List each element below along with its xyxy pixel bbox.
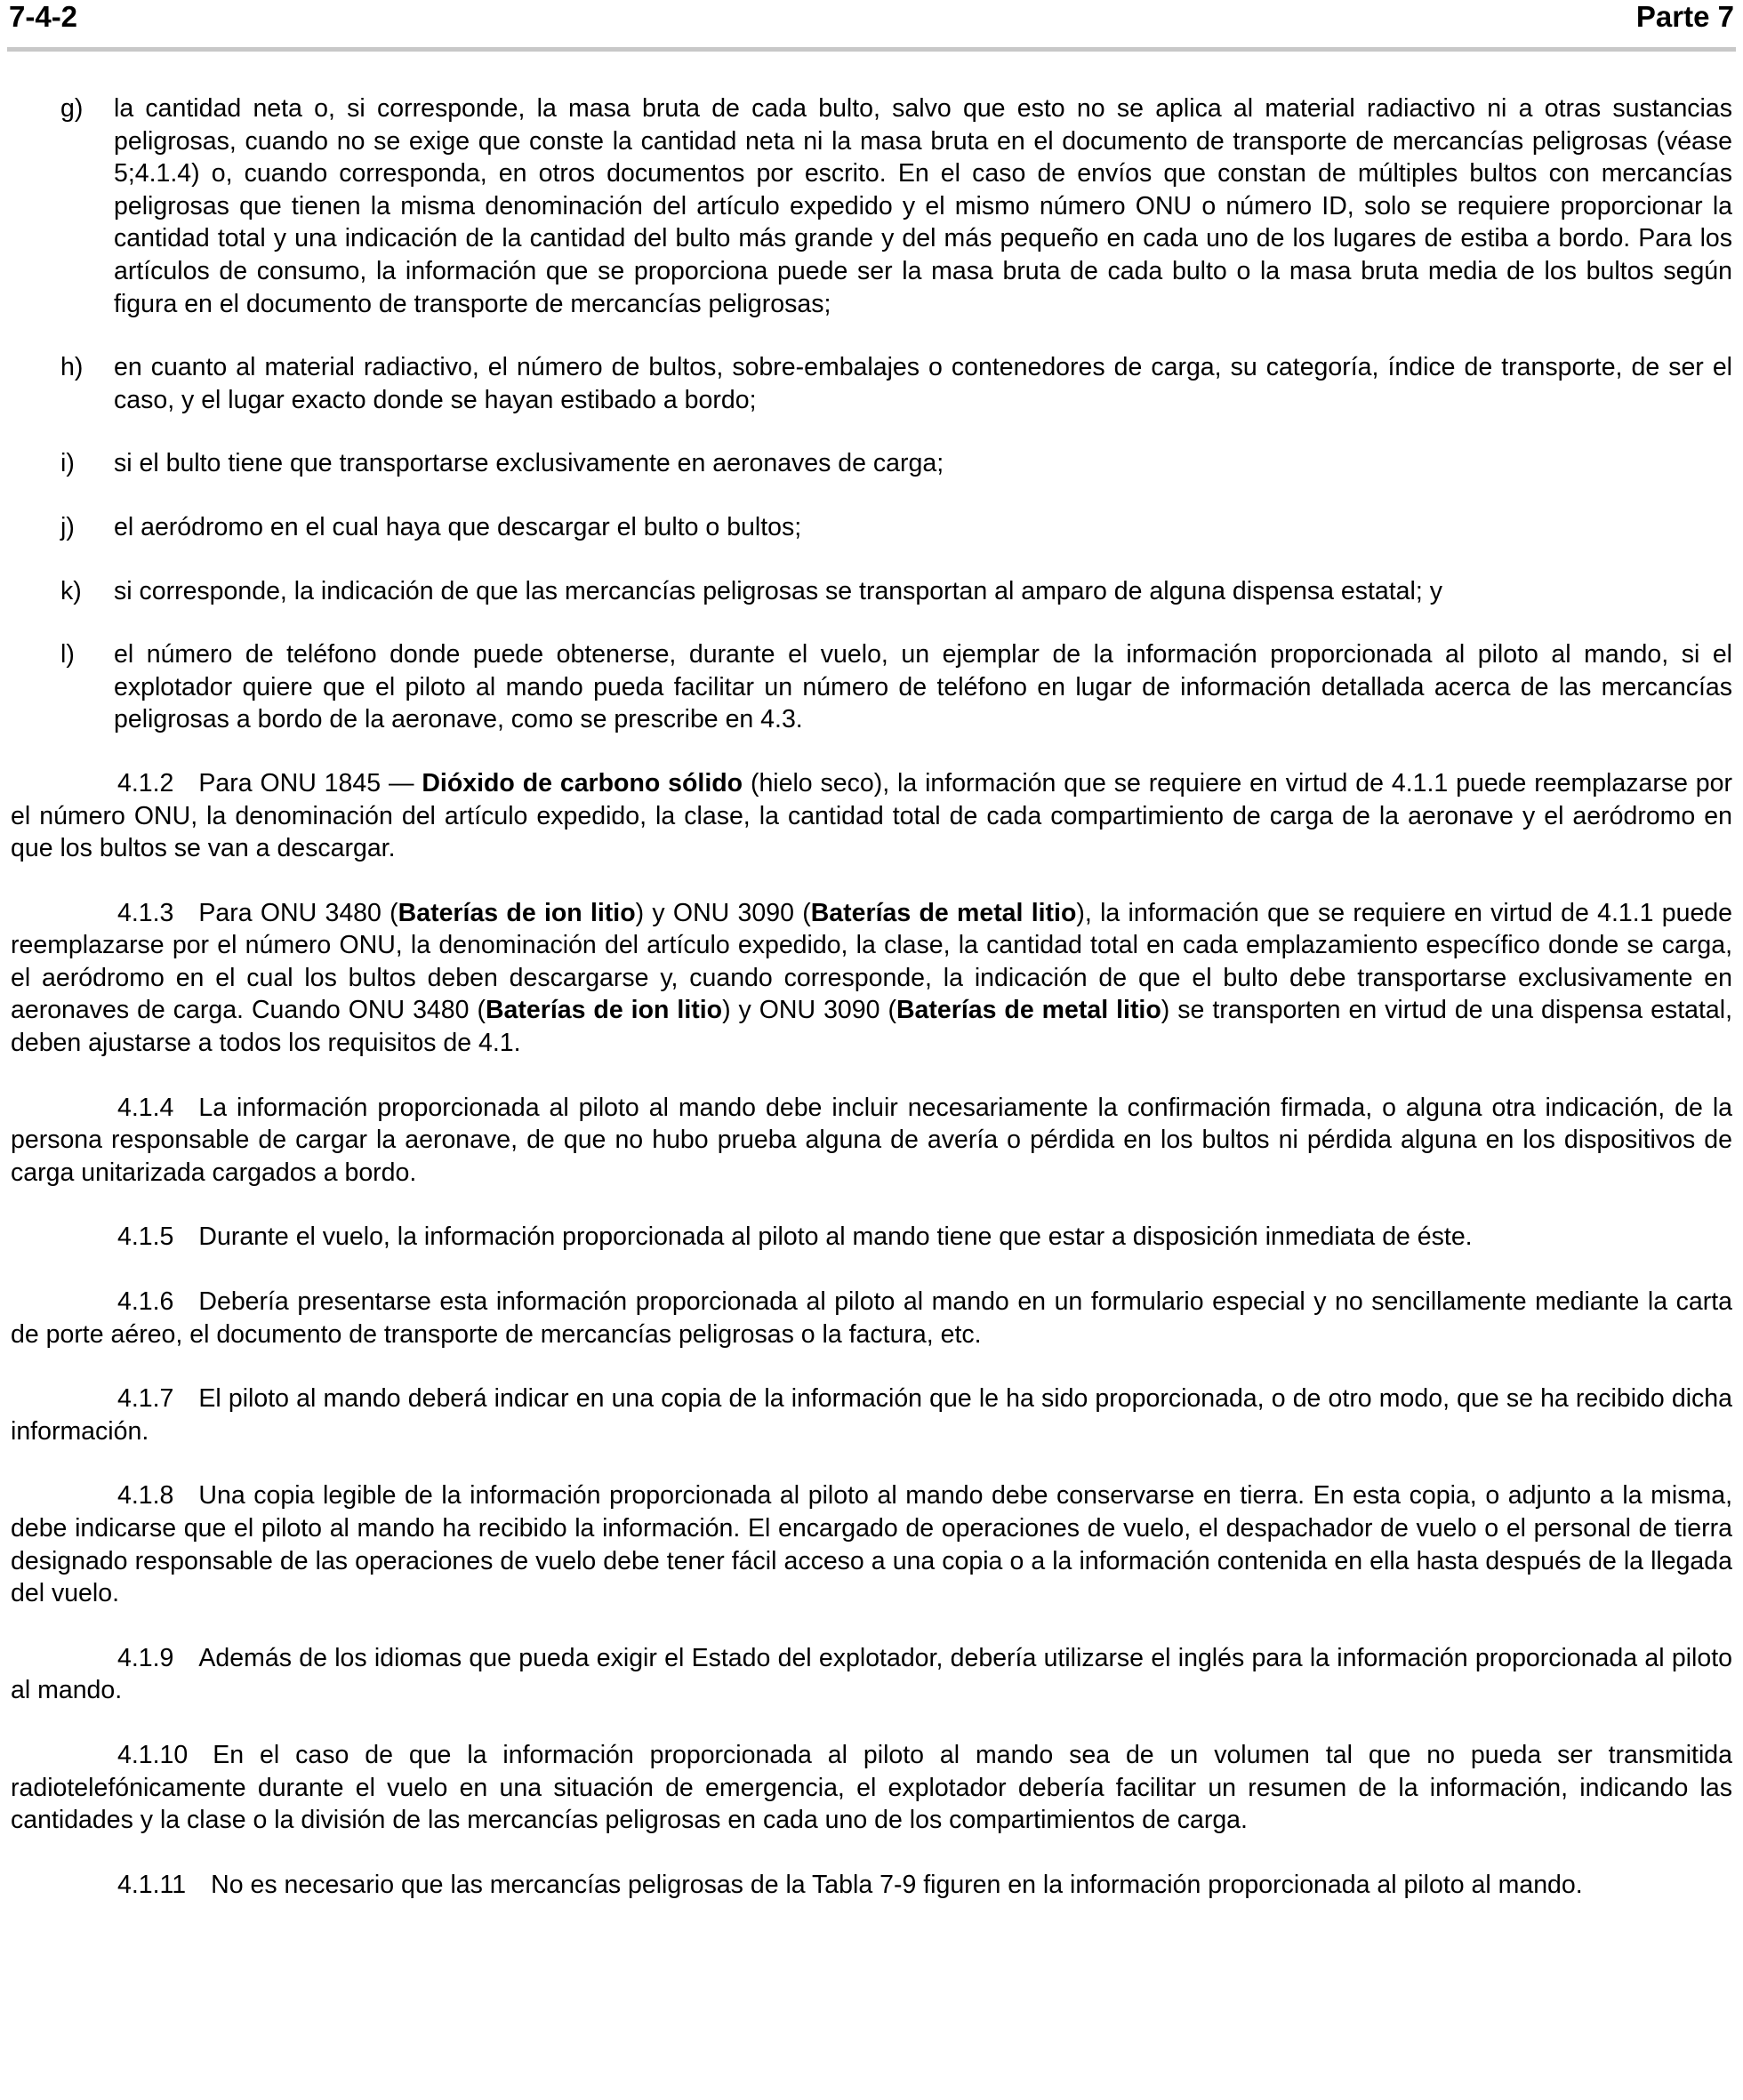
list-item-j [11,511,1732,544]
list-item-g [11,92,1732,320]
paragraph-text: No es necesario que las mercancías peligrosas de la Tabla 7-9 figuren en la información proporcionada al piloto al mando. [211,1870,1583,1899]
bold-term: Dióxido de carbono sólido [422,768,743,798]
paragraph-text: (hielo seco), la información que se requiere en virtud de 4.1.1 puede reemplazarse por el número ONU, la denominación del artículo expedido, la clase, la cantidad total de cada compartimiento de carga de la aeronave y el aeródromo en que los bultos se van a descargar. [11,768,1732,863]
paragraph-text: ), la información que se requiere en virtud de 4.1.1 puede reemplazarse por el número ONU, la denominación del artículo expedido, la clase, la cantidad total en cada emplazamiento específico donde se carga, el aeródromo en el cual los bultos deben descargarse y, cuando corresponde, la indicación de que el bulto debe transportarse exclusivamente en aeronaves de carga. Cuando ONU 3480 ( [11,898,1733,1025]
paragraph-number: 4.1.3 [117,898,174,927]
bold-term: Baterías de metal litio [896,996,1161,1025]
paragraph-4-1-2 [11,767,1732,865]
list-marker: h) [60,353,84,382]
paragraph-number: 4.1.2 [117,768,174,798]
paragraph-4-1-10 [11,1739,1732,1837]
paragraph-number: 4.1.11 [117,1870,187,1899]
paragraph-text: ) y ONU 3090 ( [635,898,811,927]
header-divider [7,47,1736,52]
paragraph-text: La información proporcionada al piloto al mando debe incluir necesariamente la confirmación firmada, o alguna otra indicación, de la persona responsable de cargar la aeronave, de que no hubo prueba alguna de avería o pérdida en los bultos ni pérdida alguna en los dispositivos de carga unitarizada cargados a bordo. [11,1093,1732,1187]
bold-term: Baterías de ion litio [485,996,723,1025]
bold-term: Baterías de metal litio [810,898,1077,927]
page-header [9,0,1734,41]
list-marker: l) [60,640,75,669]
paragraph-text: El piloto al mando deberá indicar en una copia de la información que le ha sido proporcionada, o de otro modo, que se ha recibido dicha información. [11,1384,1732,1446]
list-item-text: si el bulto tiene que transportarse exclusivamente en aeronaves de carga; [114,449,944,478]
document-body [11,92,1732,1933]
paragraph-number: 4.1.10 [117,1740,189,1769]
list-item-text: el número de teléfono donde puede obtenerse, durante el vuelo, un ejemplar de la información proporcionada al piloto al mando, si el explotador quiere que el piloto al mando pueda facilitar un número de teléfono en lugar de información detallada acerca de las mercancías peligrosas a bordo de la aeronave, como se prescribe en 4.3. [114,640,1732,734]
paragraph-text: ) y ONU 3090 ( [722,996,896,1025]
paragraph-4-1-7 [11,1383,1732,1447]
part-label: Parte 7 [1635,0,1734,33]
paragraph-number: 4.1.6 [117,1287,174,1317]
paragraph-4-1-8 [11,1479,1732,1609]
paragraph-4-1-3 [11,897,1732,1060]
page-number: 7-4-2 [9,0,78,33]
paragraph-4-1-5 [11,1221,1732,1254]
paragraph-text: Para ONU 3480 ( [198,898,398,927]
paragraph-text: Durante el vuelo, la información proporcionada al piloto al mando tiene que estar a disposición inmediata de éste. [198,1222,1473,1252]
paragraph-number: 4.1.4 [117,1093,174,1122]
paragraph-number: 4.1.7 [117,1384,174,1414]
paragraph-number: 4.1.5 [117,1222,174,1252]
paragraph-4-1-6 [11,1286,1732,1351]
list-item-h [11,351,1732,416]
list-item-text: el aeródromo en el cual haya que descargar el bulto o bultos; [114,512,802,541]
list-item-text: en cuanto al material radiactivo, el número de bultos, sobre-embalajes o contenedores de carga, su categoría, índice de transporte, de ser el caso, y el lugar exacto donde se hayan estibado a bordo; [114,353,1732,414]
paragraph-4-1-9 [11,1642,1732,1707]
list-marker: k) [60,576,82,605]
paragraph-number: 4.1.8 [117,1481,174,1511]
list-item-k [11,575,1732,608]
paragraph-text: Además de los idiomas que pueda exigir el Estado del explotador, debería utilizarse el inglés para la información proporcionada al piloto al mando. [11,1643,1732,1705]
list-marker: g) [60,94,84,123]
paragraph-4-1-4 [11,1092,1732,1190]
list-item-l [11,638,1732,736]
paragraph-number: 4.1.9 [117,1643,174,1672]
list-item-text: la cantidad neta o, si corresponde, la masa bruta de cada bulto, salvo que esto no se aplica al material radiactivo ni a otras sustancias peligrosas, cuando no se exige que conste la cantidad neta ni la masa bruta en el documento de transporte de mercancías peligrosas (véase 5;4.1.4) o, cuando corresponda, en otros documentos por escrito. En el caso de envíos que constan de múltiples bultos con mercancías peligrosas que tienen la misma denominación del artículo expedido y el mismo número ONU o número ID, solo se requiere proporcionar la cantidad total y una indicación de la cantidad del bulto más grande y del más pequeño en cada uno de los lugares de estiba a bordo. Para los artículos de consumo, la información que se proporciona puede ser la masa bruta de cada bulto o la masa bruta media de los bultos según figura en el documento de transporte de mercancías peligrosas; [114,94,1732,318]
paragraph-text: En el caso de que la información proporcionada al piloto al mando sea de un volumen tal que no pueda ser transmitida radiotelefónicamente durante el vuelo en una situación de emergencia, el explotador debería facilitar un resumen de la información, indicando las cantidades y la clase o la división de las mercancías peligrosas en cada uno de los compartimientos de carga. [11,1740,1732,1835]
paragraph-text: ) se transporten en virtud de una dispensa estatal, deben ajustarse a todos los requisitos de 4.1. [11,996,1733,1058]
paragraph-text: Para ONU 1845 — [198,768,422,798]
list-item-text: si corresponde, la indicación de que las mercancías peligrosas se transportan al amparo de alguna dispensa estatal; y [114,576,1442,605]
paragraph-4-1-11 [11,1869,1732,1902]
list-item-i [11,447,1732,480]
paragraph-text: Una copia legible de la información proporcionada al piloto al mando debe conservarse en tierra. En esta copia, o adjunto a la misma, debe indicarse que el piloto al mando ha recibido la información. El encargado de operaciones de vuelo, el despachador de vuelo o el personal de tierra designado responsable de las operaciones de vuelo debe tener fácil acceso a una copia o a la información contenida en ella hasta después de la llegada del vuelo. [11,1481,1732,1608]
paragraph-text: Debería presentarse esta información proporcionada al piloto al mando en un formulario especial y no sencillamente mediante la carta de porte aéreo, el documento de transporte de mercancías peligrosas o la factura, etc. [11,1287,1732,1349]
list-marker: j) [60,512,75,541]
list-marker: i) [60,449,75,478]
bold-term: Baterías de ion litio [398,898,636,927]
